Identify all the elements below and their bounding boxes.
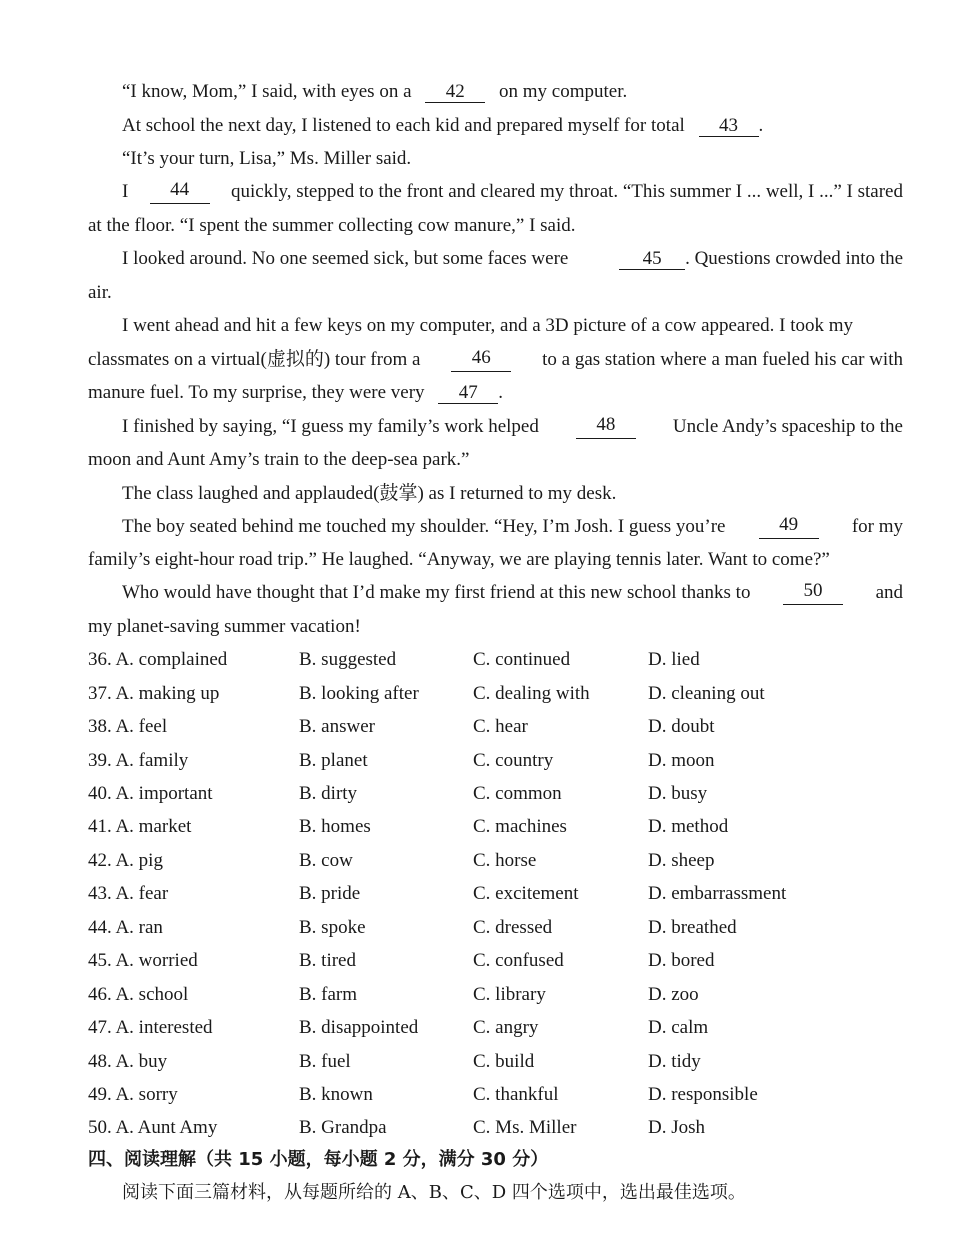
passage-text: I looked around. No one seemed sick, but some faces were bbox=[122, 248, 569, 269]
option-d: D. sheep bbox=[648, 850, 715, 871]
passage-line-15 bbox=[88, 548, 903, 572]
option-d: D. tidy bbox=[648, 1051, 701, 1072]
passage-line-5 bbox=[88, 214, 903, 238]
passage-text: quickly, stepped to the front and cleared my throat. “This summer I ... well, I ...” I stared bbox=[230, 181, 903, 202]
passage-text: at the floor. “I spent the summer collecting cow manure,” I said. bbox=[88, 215, 576, 236]
option-c: C. dressed bbox=[473, 917, 553, 938]
option-c: C. Ms. Miller bbox=[473, 1117, 577, 1138]
blank-42: 42 bbox=[425, 82, 485, 103]
option-a: 43. A. fear bbox=[88, 883, 169, 904]
option-d: D. Josh bbox=[648, 1117, 706, 1138]
option-a: 39. A. family bbox=[88, 750, 189, 771]
option-c: C. thankful bbox=[473, 1084, 559, 1105]
passage-line-8 bbox=[122, 314, 903, 338]
option-b: B. pride bbox=[299, 883, 361, 904]
option-d: D. embarrassment bbox=[648, 883, 787, 904]
question-45 bbox=[88, 949, 903, 975]
option-a: 42. A. pig bbox=[88, 850, 163, 871]
option-d: D. moon bbox=[648, 750, 715, 771]
question-44 bbox=[88, 916, 903, 942]
passage-line-16 bbox=[122, 581, 903, 605]
question-36 bbox=[88, 648, 903, 674]
option-d: D. calm bbox=[648, 1017, 709, 1038]
question-50 bbox=[88, 1116, 903, 1142]
option-b: B. spoke bbox=[299, 917, 366, 938]
option-c: C. continued bbox=[473, 649, 571, 670]
option-c: C. machines bbox=[473, 816, 567, 837]
option-b: B. homes bbox=[299, 816, 371, 837]
option-a: 40. A. important bbox=[88, 783, 213, 804]
passage-line-3 bbox=[122, 147, 903, 171]
question-42 bbox=[88, 849, 903, 875]
blank-50: 50 bbox=[783, 581, 843, 605]
passage-text: and bbox=[875, 582, 903, 603]
option-b: B. farm bbox=[299, 984, 358, 1005]
passage-text: Who would have thought that I’d make my first friend at this new school thanks to bbox=[122, 582, 751, 603]
passage-text: moon and Aunt Amy’s train to the deep-sea park.” bbox=[88, 449, 470, 470]
section-instruction: 阅读下面三篇材料，从每题所给的 A、B、C、D 四个选项中，选出最佳选项。 bbox=[122, 1182, 746, 1203]
passage-text: Uncle Andy’s spaceship to the bbox=[672, 416, 903, 437]
option-b: B. cow bbox=[299, 850, 353, 871]
option-b: B. suggested bbox=[299, 649, 397, 670]
option-d: D. lied bbox=[648, 649, 700, 670]
blank-48: 48 bbox=[576, 415, 636, 439]
blank-45: 45 bbox=[619, 249, 685, 270]
question-41 bbox=[88, 815, 903, 841]
passage-text: my planet-saving summer vacation! bbox=[88, 616, 361, 637]
passage-text: for my bbox=[851, 516, 903, 537]
question-40 bbox=[88, 782, 903, 808]
passage-text: The class laughed and applauded(鼓掌) as I returned to my desk. bbox=[122, 483, 617, 504]
option-a: 44. A. ran bbox=[88, 917, 163, 938]
passage-text: on my computer. bbox=[499, 81, 628, 102]
option-d: D. doubt bbox=[648, 716, 715, 737]
option-a: 48. A. buy bbox=[88, 1051, 168, 1072]
question-49 bbox=[88, 1083, 903, 1109]
question-43 bbox=[88, 882, 903, 908]
passage-line-10 bbox=[88, 381, 903, 405]
blank-49: 49 bbox=[759, 515, 819, 539]
passage-line-6 bbox=[122, 247, 903, 271]
passage-line-2 bbox=[122, 114, 903, 138]
passage-text: . Questions crowded into the bbox=[685, 248, 903, 269]
passage-text: “It’s your turn, Lisa,” Ms. Miller said. bbox=[122, 148, 412, 169]
option-a: 49. A. sorry bbox=[88, 1084, 178, 1105]
blank-44: 44 bbox=[150, 180, 210, 204]
option-a: 45. A. worried bbox=[88, 950, 198, 971]
option-a: 41. A. market bbox=[88, 816, 192, 837]
option-c: C. horse bbox=[473, 850, 537, 871]
option-d: D. bored bbox=[648, 950, 715, 971]
passage-text: family’s eight-hour road trip.” He laughed. “Anyway, we are playing tennis later. Want to come?” bbox=[88, 549, 830, 570]
passage-text: The boy seated behind me touched my shoulder. “Hey, I’m Josh. I guess you’re bbox=[122, 516, 726, 537]
option-c: C. common bbox=[473, 783, 562, 804]
passage-line-17 bbox=[88, 615, 903, 639]
question-37 bbox=[88, 682, 903, 708]
option-c: C. angry bbox=[473, 1017, 539, 1038]
option-a: 50. A. Aunt Amy bbox=[88, 1117, 218, 1138]
passage-text: At school the next day, I listened to each kid and prepared myself for total bbox=[122, 115, 685, 136]
passage-text: I went ahead and hit a few keys on my computer, and a 3D picture of a cow appeared. I took my bbox=[122, 315, 854, 336]
passage-line-14 bbox=[122, 515, 903, 539]
passage-text: air. bbox=[88, 282, 112, 303]
option-a: 47. A. interested bbox=[88, 1017, 213, 1038]
passage-line-12 bbox=[88, 448, 903, 472]
blank-43: 43 bbox=[699, 116, 759, 137]
option-b: B. planet bbox=[299, 750, 368, 771]
passage-line-7 bbox=[88, 281, 903, 305]
option-b: B. disappointed bbox=[299, 1017, 419, 1038]
option-b: B. fuel bbox=[299, 1051, 351, 1072]
option-c: C. library bbox=[473, 984, 546, 1005]
passage-line-13 bbox=[122, 482, 903, 506]
blank-46: 46 bbox=[451, 348, 511, 372]
passage-text: to a gas station where a man fueled his car with bbox=[542, 349, 903, 370]
option-d: D. method bbox=[648, 816, 729, 837]
question-39 bbox=[88, 749, 903, 775]
option-a: 38. A. feel bbox=[88, 716, 168, 737]
question-46 bbox=[88, 983, 903, 1009]
option-a: 36. A. complained bbox=[88, 649, 228, 670]
option-a: 37. A. making up bbox=[88, 683, 220, 704]
passage-line-1 bbox=[122, 80, 903, 104]
option-d: D. cleaning out bbox=[648, 683, 765, 704]
option-c: C. country bbox=[473, 750, 554, 771]
option-b: B. looking after bbox=[299, 683, 419, 704]
passage-line-11 bbox=[122, 415, 903, 439]
option-d: D. responsible bbox=[648, 1084, 758, 1105]
passage-text: classmates on a virtual(虚拟的) tour from a bbox=[88, 349, 421, 370]
passage-text: “I know, Mom,” I said, with eyes on a bbox=[122, 81, 412, 102]
option-c: C. confused bbox=[473, 950, 564, 971]
option-b: B. tired bbox=[299, 950, 356, 971]
passage-text: I bbox=[122, 181, 129, 202]
option-d: D. busy bbox=[648, 783, 708, 804]
option-b: B. dirty bbox=[299, 783, 358, 804]
section-heading: 四、阅读理解（共 15 小题，每小题 2 分，满分 30 分） bbox=[88, 1149, 549, 1170]
option-d: D. breathed bbox=[648, 917, 737, 938]
passage-text: . bbox=[758, 115, 764, 136]
question-47 bbox=[88, 1016, 903, 1042]
question-38 bbox=[88, 715, 903, 741]
option-c: C. build bbox=[473, 1051, 535, 1072]
question-48 bbox=[88, 1050, 903, 1076]
option-c: C. hear bbox=[473, 716, 528, 737]
option-a: 46. A. school bbox=[88, 984, 189, 1005]
passage-text: . bbox=[498, 382, 504, 403]
passage-line-4 bbox=[122, 180, 903, 204]
option-b: B. Grandpa bbox=[299, 1117, 387, 1138]
passage-text: manure fuel. To my surprise, they were very bbox=[88, 382, 425, 403]
option-b: B. answer bbox=[299, 716, 375, 737]
option-d: D. zoo bbox=[648, 984, 699, 1005]
option-b: B. known bbox=[299, 1084, 373, 1105]
passage-text: I finished by saying, “I guess my family’s work helped bbox=[122, 416, 539, 437]
option-c: C. dealing with bbox=[473, 683, 590, 704]
blank-47: 47 bbox=[438, 383, 498, 404]
option-c: C. excitement bbox=[473, 883, 579, 904]
passage-line-9 bbox=[88, 348, 903, 372]
